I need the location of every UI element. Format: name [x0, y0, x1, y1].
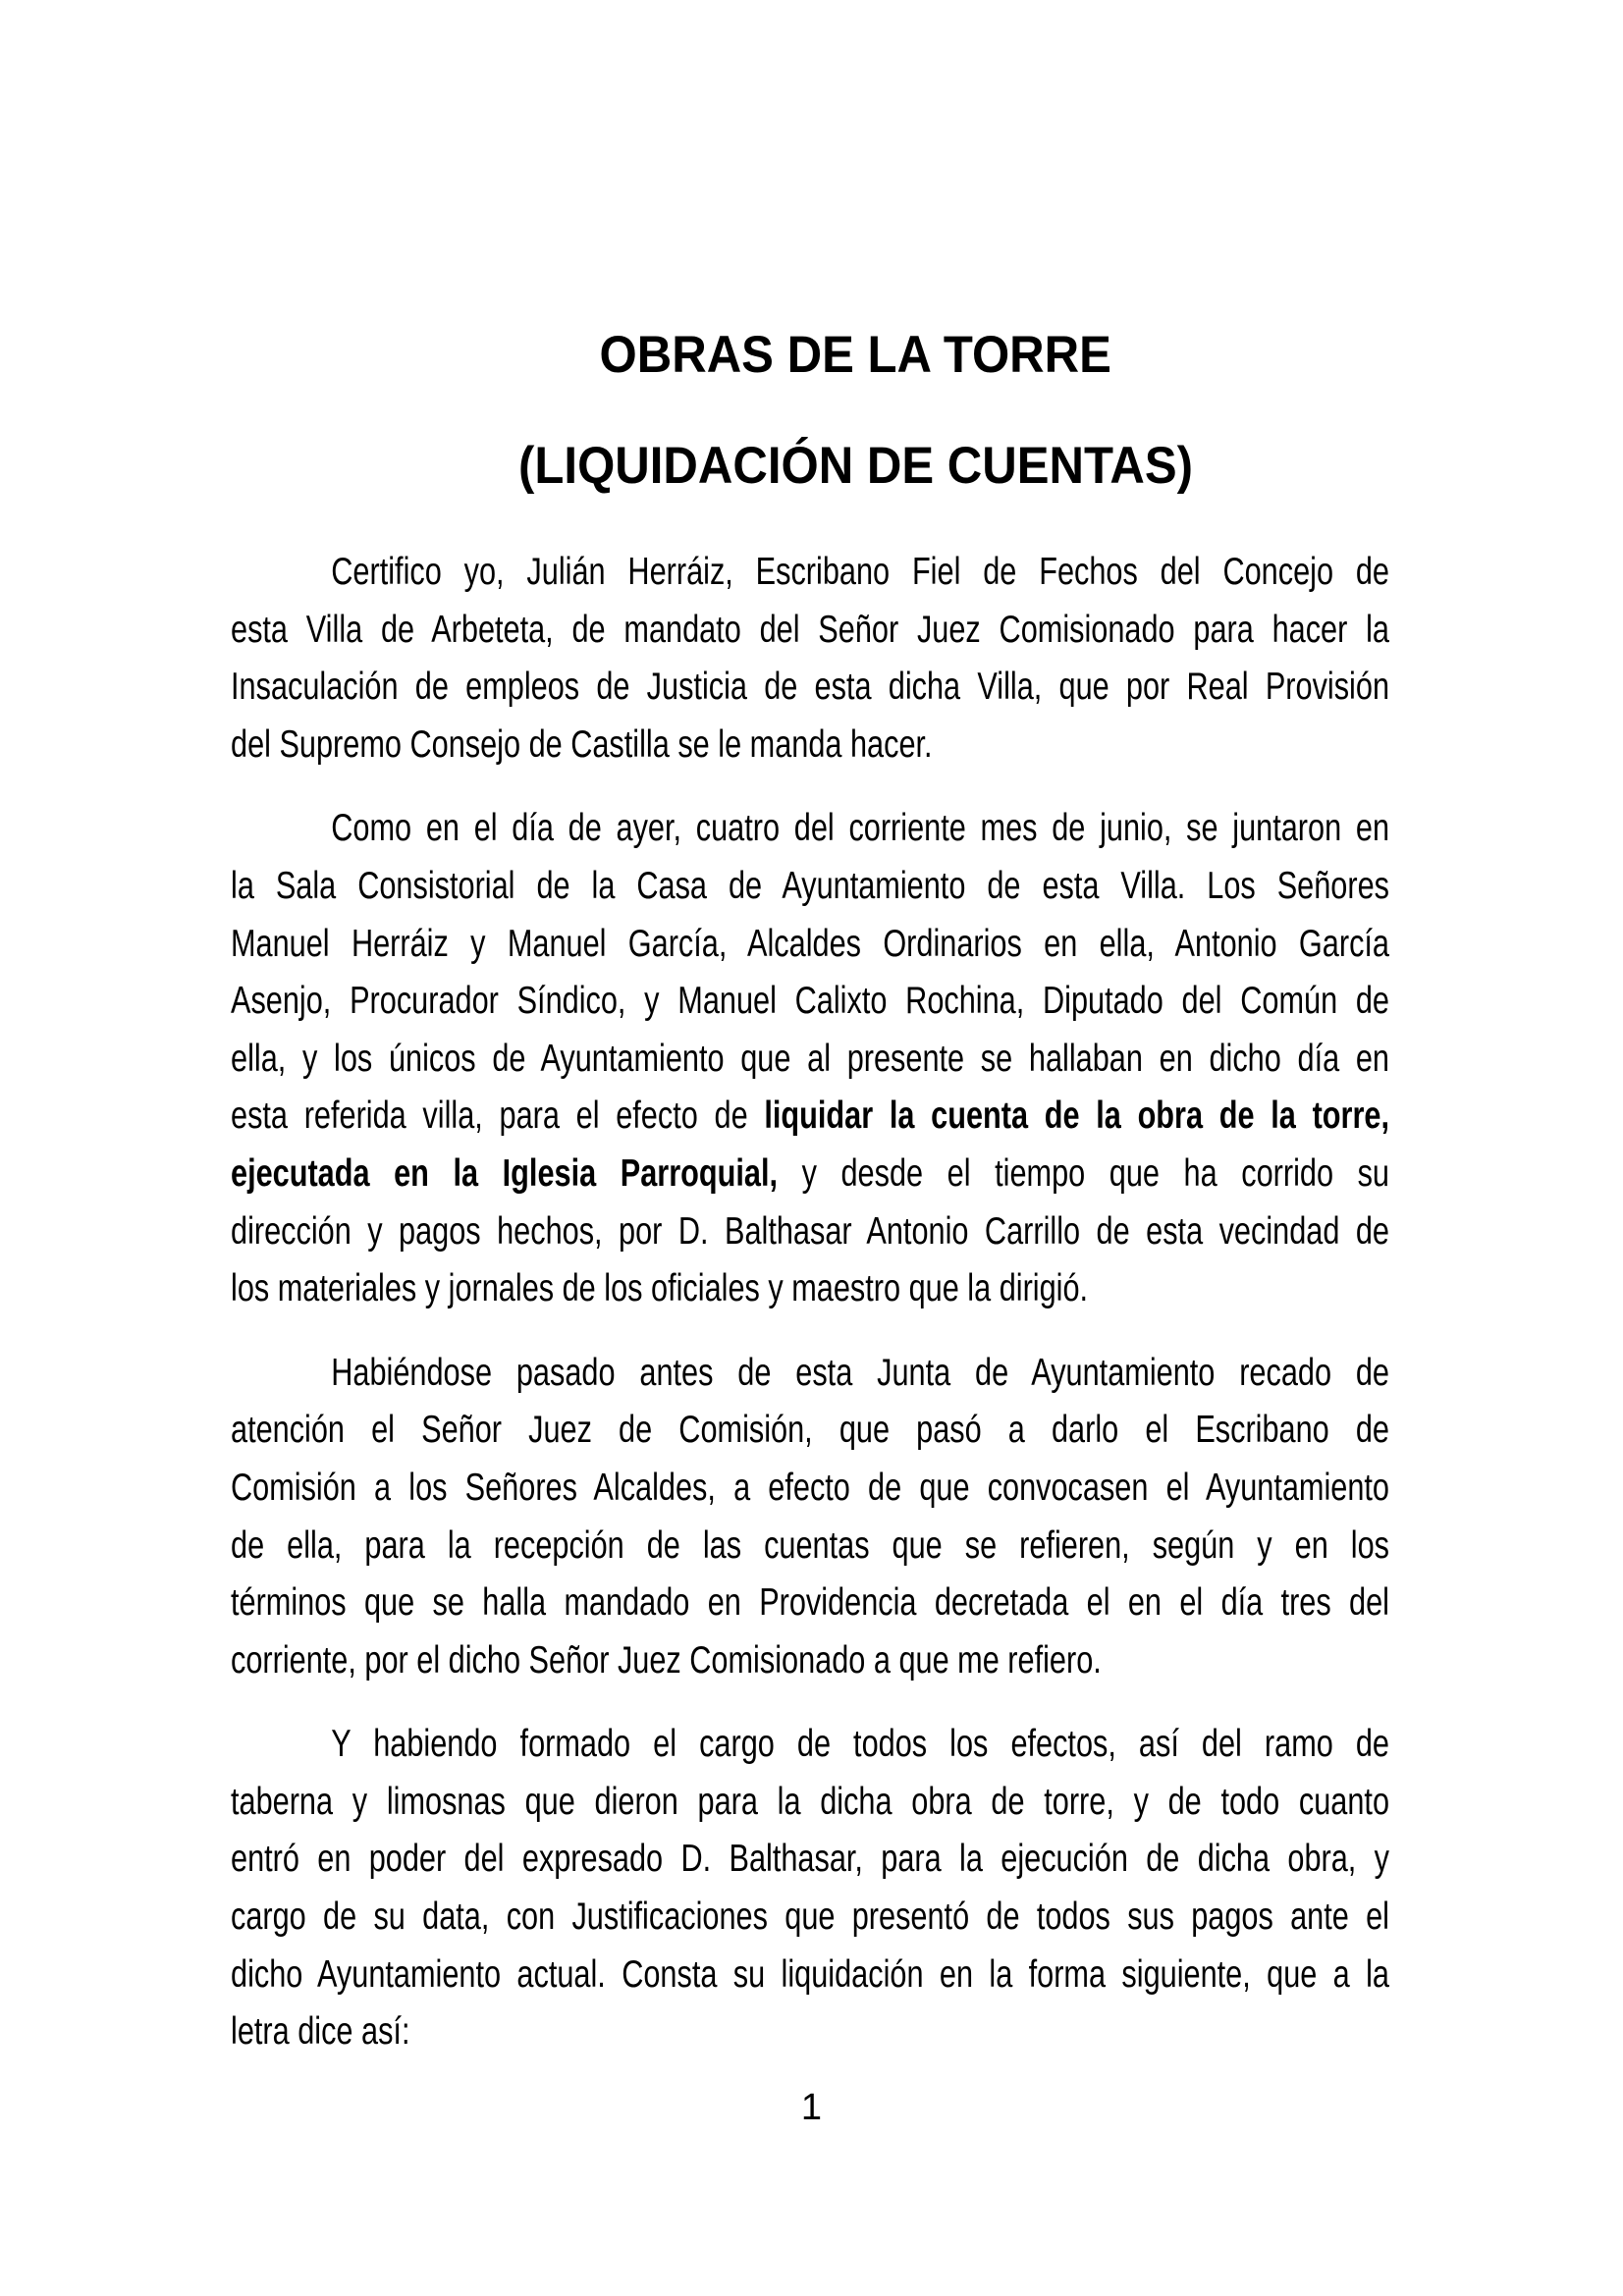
text-line: Asenjo, Procurador Síndico, y Manuel Calixto Rochina, Diputado del Común de: [231, 980, 1390, 1023]
text-line: esta Villa de Arbeteta, de mandato del Señor Juez Comisionado para hacer la: [231, 608, 1390, 651]
text-line: Manuel Herráiz y Manuel García, Alcaldes Ordinarios en ella, Antonio García: [231, 922, 1390, 965]
text-line: Como en el día de ayer, cuatro del corriente mes de junio, se juntaron en: [331, 807, 1390, 850]
text-line: del Supremo Consejo de Castilla se le manda hacer.: [231, 722, 933, 766]
document-title-text: OBRAS DE LA TORRE: [599, 326, 1112, 384]
text-line: los materiales y jornales de los oficiales y maestro que la dirigió.: [231, 1267, 1089, 1310]
text-line: Y habiendo formado el cargo de todos los efectos, así del ramo de: [331, 1723, 1390, 1766]
text-line: atención el Señor Juez de Comisión, que pasó a darlo el Escribano de: [231, 1409, 1390, 1452]
text-line: entró en poder del expresado D. Balthasar, para la ejecución de dicha obra, y: [231, 1838, 1390, 1881]
text-line: ejecutada en la Iglesia Parroquial, y desde el tiempo que ha corrido su: [231, 1151, 1390, 1195]
text-line: cargo de su data, con Justificaciones que presentó de todos sus pagos ante el: [231, 1896, 1390, 1939]
text-line: Habiéndose pasado antes de esta Junta de Ayuntamiento recado de: [331, 1351, 1390, 1394]
text-line: dirección y pagos hechos, por D. Balthasar Antonio Carrillo de esta vecindad de: [231, 1209, 1390, 1253]
text-line: la Sala Consistorial de la Casa de Ayuntamiento de esta Villa. Los Señores: [231, 864, 1390, 907]
text-line: letra dice así:: [231, 2010, 410, 2054]
text-line: Certifico yo, Julián Herráiz, Escribano Fiel de Fechos del Concejo de: [331, 551, 1390, 593]
text-line: dicho Ayuntamiento actual. Consta su liquidación en la forma siguiente, que a la: [231, 1952, 1390, 1996]
text-line: ella, y los únicos de Ayuntamiento que al presente se hallaban en dicho día en: [231, 1037, 1390, 1080]
text-line: de ella, para la recepción de las cuentas que se refieren, según y en los: [231, 1523, 1390, 1567]
text-line: Insaculación de empleos de Justicia de esta dicha Villa, que por Real Provisión: [231, 666, 1390, 709]
text-line: corriente, por el dicho Señor Juez Comisionado a que me refiero.: [231, 1638, 1102, 1682]
text-line: esta referida villa, para el efecto de liquidar la cuenta de la obra de la torre,: [231, 1095, 1390, 1138]
paragraph: [231, 800, 1389, 1317]
page-number: 1: [800, 2087, 823, 2128]
document-title: [44, 326, 1623, 384]
text-line: Comisión a los Señores Alcaldes, a efecto de que convocasen el Ayuntamiento: [231, 1466, 1390, 1509]
document-subtitle-text: (LIQUIDACIÓN DE CUENTAS): [518, 437, 1193, 495]
paragraph: [231, 1345, 1389, 1690]
paragraph: [231, 544, 1389, 774]
text-line: términos que se halla mandado en Providencia decretada el en el día tres del: [231, 1581, 1390, 1625]
document-body: [231, 544, 1389, 2088]
document-subtitle: [44, 437, 1623, 495]
paragraph: [231, 1716, 1389, 2061]
text-line: taberna y limosnas que dieron para la dicha obra de torre, y de todo cuanto: [231, 1780, 1390, 1823]
